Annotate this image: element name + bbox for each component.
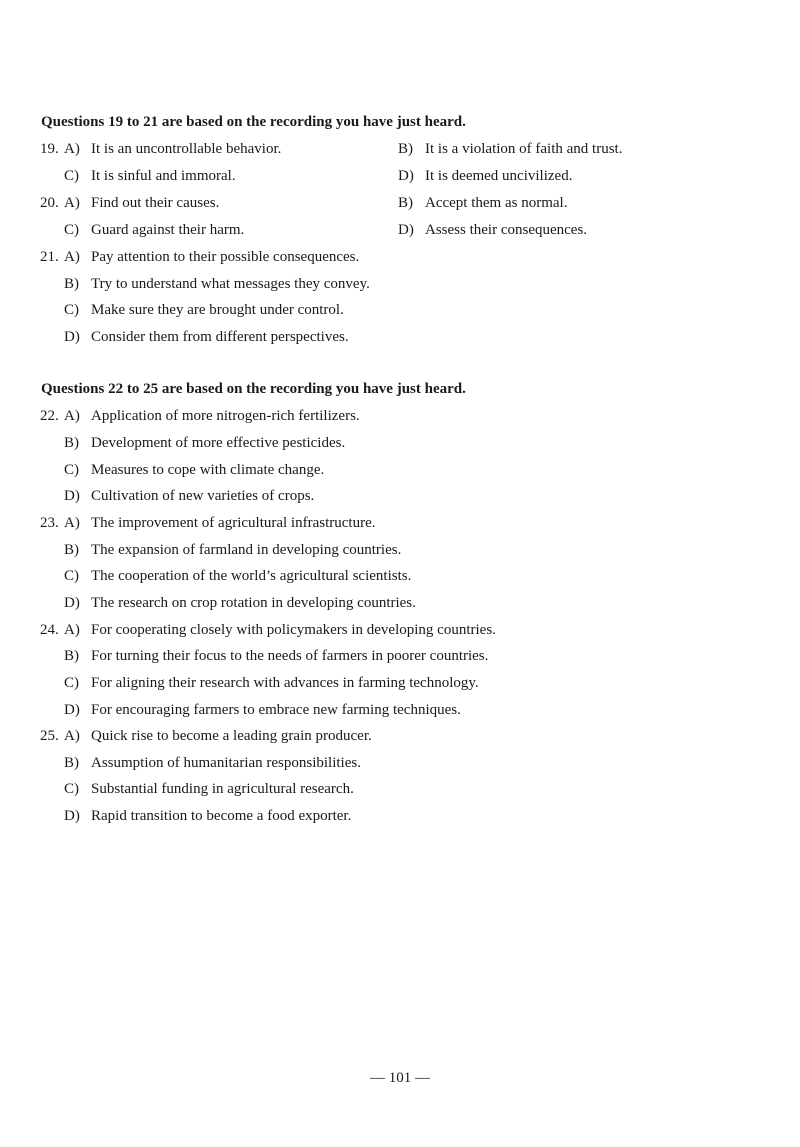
option-text: Development of more effective pesticides. — [91, 435, 346, 451]
question-number: 22. — [40, 408, 59, 424]
option-text: Consider them from different perspectives. — [91, 329, 349, 345]
option-letter: A) — [64, 195, 80, 211]
option-letter: C) — [64, 302, 79, 318]
option-letter: C) — [64, 222, 79, 238]
option-text: Cultivation of new varieties of crops. — [91, 488, 315, 504]
option-letter: C) — [64, 675, 79, 691]
option-text: Guard against their harm. — [91, 222, 245, 238]
option-letter: B) — [64, 276, 79, 292]
option-text: Measures to cope with climate change. — [91, 462, 325, 478]
option-letter: D) — [64, 808, 80, 824]
question-number: 19. — [40, 141, 59, 157]
option-letter: C) — [64, 462, 79, 478]
option-text: Make sure they are brought under control. — [91, 302, 344, 318]
option-letter: D) — [64, 488, 80, 504]
option-letter: A) — [64, 408, 80, 424]
option-letter: C) — [64, 568, 79, 584]
option-text: Quick rise to become a leading grain producer. — [91, 728, 372, 744]
option-text: Pay attention to their possible consequences. — [91, 249, 360, 265]
option-letter: D) — [64, 595, 80, 611]
section-heading: Questions 19 to 21 are based on the recording you have just heard. — [41, 114, 466, 130]
option-text: The improvement of agricultural infrastructure. — [91, 515, 376, 531]
option-letter: A) — [64, 249, 80, 265]
option-letter: B) — [64, 542, 79, 558]
option-text: For aligning their research with advances in farming technology. — [91, 675, 479, 691]
option-text: It is an uncontrollable behavior. — [91, 141, 282, 157]
question-number: 21. — [40, 249, 59, 265]
option-text: It is a violation of faith and trust. — [425, 141, 623, 157]
option-text: The cooperation of the world’s agricultural scientists. — [91, 568, 412, 584]
option-text: Assess their consequences. — [425, 222, 588, 238]
question-number: 24. — [40, 622, 59, 638]
option-text: It is deemed uncivilized. — [425, 168, 573, 184]
option-letter: A) — [64, 622, 80, 638]
option-letter: B) — [398, 195, 413, 211]
option-letter: B) — [398, 141, 413, 157]
option-letter: B) — [64, 648, 79, 664]
option-text: Try to understand what messages they convey. — [91, 276, 370, 292]
option-letter: A) — [64, 728, 80, 744]
option-letter: B) — [64, 755, 79, 771]
option-letter: B) — [64, 435, 79, 451]
option-text: Find out their causes. — [91, 195, 220, 211]
option-letter: C) — [64, 781, 79, 797]
option-letter: A) — [64, 141, 80, 157]
option-text: Rapid transition to become a food exporter. — [91, 808, 352, 824]
option-letter: C) — [64, 168, 79, 184]
section-heading: Questions 22 to 25 are based on the recording you have just heard. — [41, 381, 466, 397]
page-number: — 101 — — [370, 1070, 430, 1086]
option-letter: D) — [64, 702, 80, 718]
option-text: It is sinful and immoral. — [91, 168, 236, 184]
question-number: 25. — [40, 728, 59, 744]
option-text: For turning their focus to the needs of farmers in poorer countries. — [91, 648, 489, 664]
option-text: Application of more nitrogen-rich fertilizers. — [91, 408, 360, 424]
option-text: For encouraging farmers to embrace new farming techniques. — [91, 702, 461, 718]
option-text: The research on crop rotation in developing countries. — [91, 595, 416, 611]
question-number: 20. — [40, 195, 59, 211]
question-number: 23. — [40, 515, 59, 531]
option-letter: D) — [398, 168, 414, 184]
option-text: Assumption of humanitarian responsibilities. — [91, 755, 361, 771]
option-text: Accept them as normal. — [425, 195, 568, 211]
option-letter: D) — [398, 222, 414, 238]
option-text: Substantial funding in agricultural research. — [91, 781, 354, 797]
option-text: The expansion of farmland in developing countries. — [91, 542, 402, 558]
option-letter: A) — [64, 515, 80, 531]
option-letter: D) — [64, 329, 80, 345]
option-text: For cooperating closely with policymakers in developing countries. — [91, 622, 496, 638]
